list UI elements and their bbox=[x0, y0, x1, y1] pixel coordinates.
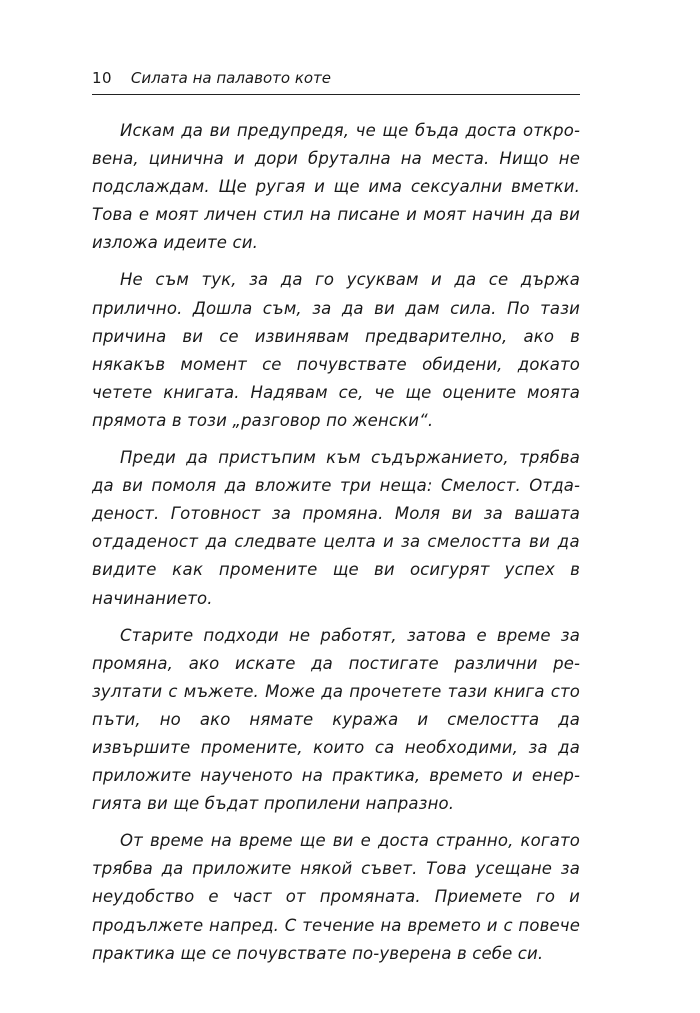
emphasis-dedication: отдаденост bbox=[92, 532, 199, 552]
paragraph-3 bbox=[92, 444, 580, 613]
paragraph-1: Искам да ви предупредя, че ще бъда доста откровена, цинична и дори брутална на места. Нищо не подслаждам. Ще ругая и ще има сексуални вметки. Това е моят личен стил на писане и моят начин да ви изложа идеите си. bbox=[92, 121, 580, 253]
body-text bbox=[92, 117, 580, 977]
paragraph-4: Старите подходи не работят, затова е време за промяна, ако искате да постигате различни резултати с мъжете. Може да прочетете тази книга сто пъти, но ако нямате куража и смелостта да извършите промените, които са необходими, за да приложите наученото на практика, времето и енергията ви ще бъдат пропилени напразно. bbox=[92, 625, 580, 814]
running-header bbox=[92, 68, 580, 95]
paragraph-3-text-b: да следвате целта и за bbox=[198, 532, 428, 552]
emphasis-courage: смелостта ви да видите как промените bbox=[92, 532, 580, 580]
paragraph-5: От време на време ще ви е доста странно, когато трябва да приложите някой съвет. Това усещане за неудобство е част от промяната. Приемете го и продължете напред. С течение на времето и с повече практика ще се почувствате по-уверена в себе си. bbox=[92, 831, 580, 963]
page-number: 10 bbox=[92, 69, 113, 87]
book-title: Силата на палавото коте bbox=[130, 69, 332, 87]
paragraph-2: Не съм тук, за да го усуквам и да се държа прилично. Дошла съм, за да ви дам сила. По тази причина ви се извинявам предварително, ако в някакъв момент се почувствате обидени, докато четете книгата. Надявам се, че ще оцените моята прямота в този „разговор по женски“. bbox=[92, 270, 580, 430]
paragraph-3-text-c: ще ви осигурят успех в начинанието. bbox=[92, 560, 580, 608]
paragraph-3-text-a: Преди да пристъпим към съдържанието, трябва да ви помоля да вложите три неща: Смелост. Отдаденост. Готовност за промяна. Моля ви за вашата bbox=[92, 448, 580, 524]
